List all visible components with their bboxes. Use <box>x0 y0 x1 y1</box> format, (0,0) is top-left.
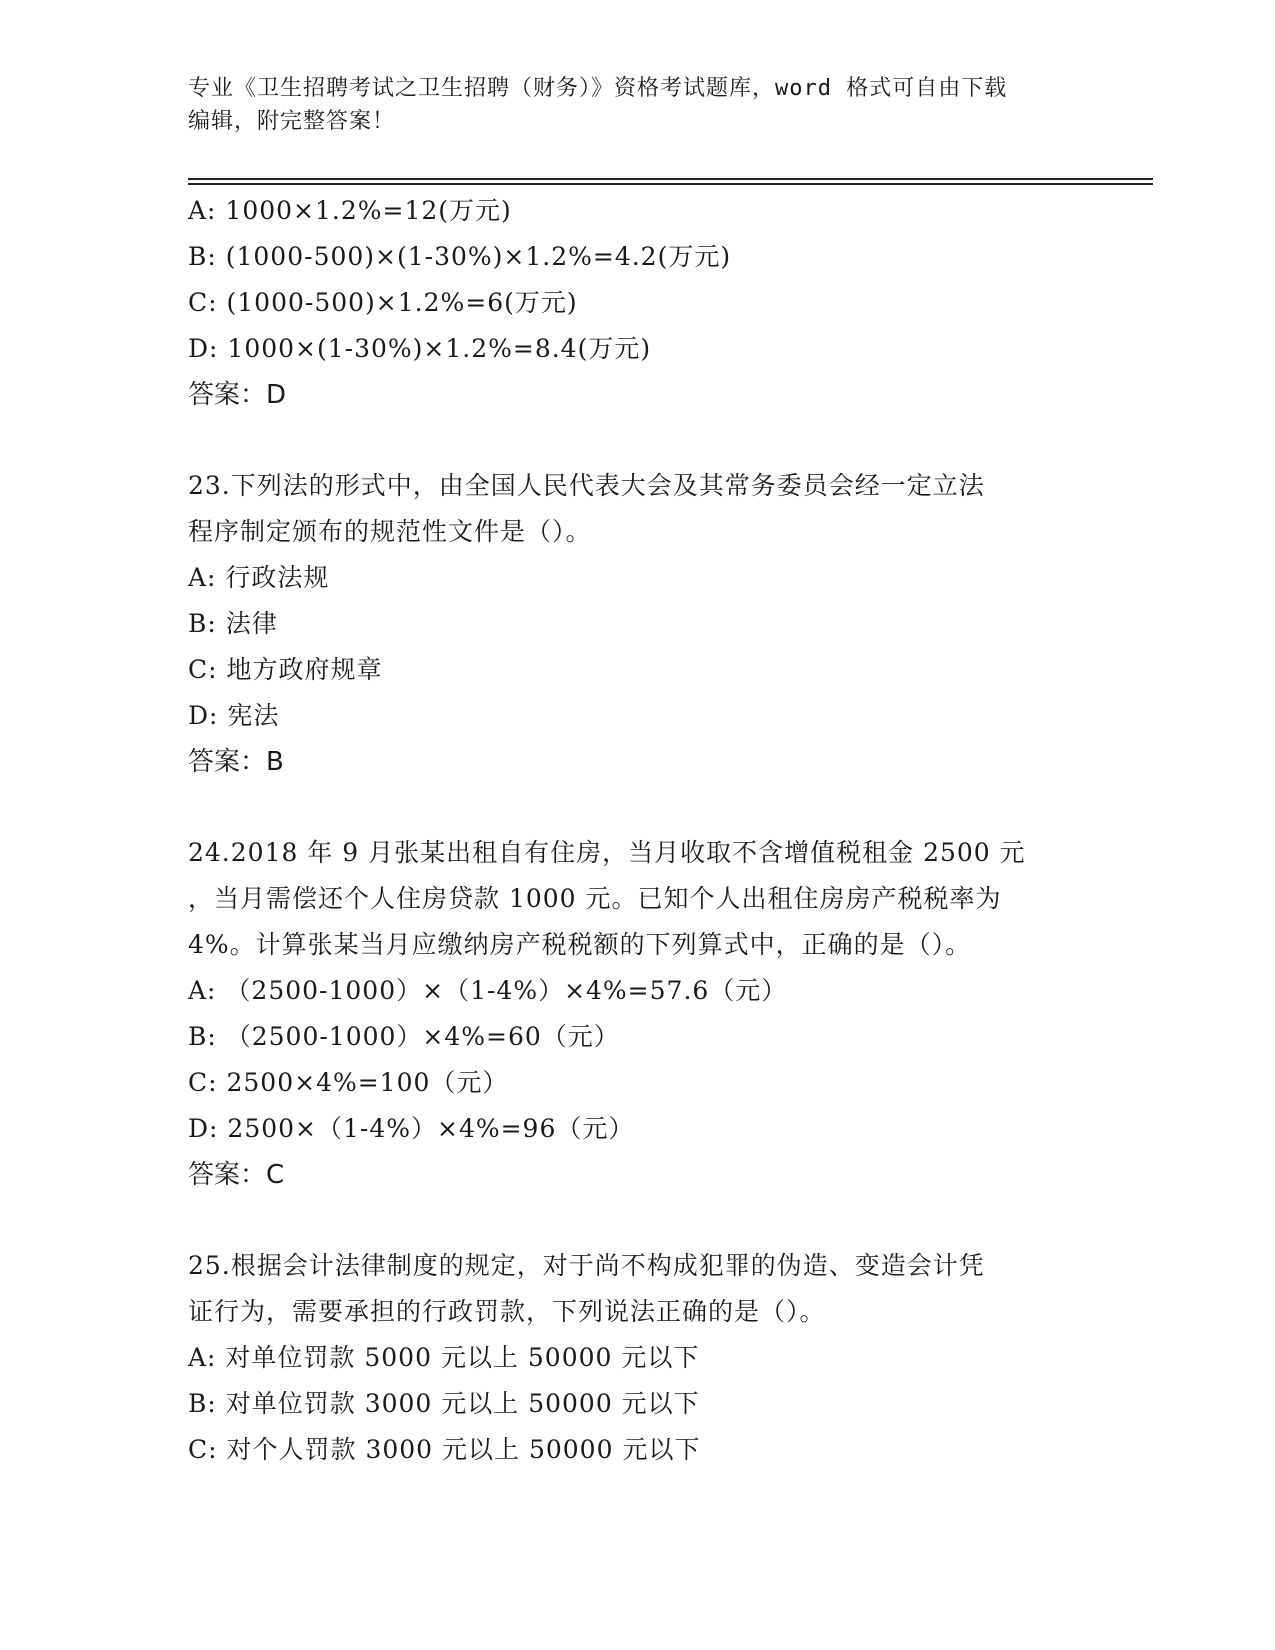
header-divider-bottom <box>188 183 1153 185</box>
question-stem-line: 程序制定颁布的规范性文件是（）。 <box>188 517 592 546</box>
option-c: C: 2500×4%=100（元） <box>188 1068 509 1097</box>
question-22 <box>188 188 1088 418</box>
header-line-1: 专业《卫生招聘考试之卫生招聘（财务）》资格考试题库，word 格式可自由下载 <box>188 76 1008 101</box>
option-c: C: 对个人罚款 3000 元以上 50000 元以下 <box>188 1435 701 1464</box>
option-b: B: (1000-500)×(1-30%)×1.2%=4.2(万元) <box>188 242 732 271</box>
option-a: A: 行政法规 <box>188 563 330 592</box>
spacer <box>188 1198 1088 1243</box>
question-stem-line: 23.下列法的形式中，由全国人民代表大会及其常务委员会经一定立法 <box>188 471 985 500</box>
option-c: C: 地方政府规章 <box>188 655 383 684</box>
question-23 <box>188 463 1088 785</box>
option-a: A: （2500-1000）×（1-4%）×4%=57.6（元） <box>188 976 788 1005</box>
document-header <box>188 72 1088 138</box>
question-25 <box>188 1243 1088 1473</box>
option-c: C: (1000-500)×1.2%=6(万元) <box>188 288 578 317</box>
answer-label: 答案：B <box>188 747 284 777</box>
question-content <box>188 188 1088 1473</box>
question-stem-line: 24.2018 年 9 月张某出租自有住房，当月收取不含增值税租金 2500 元 <box>188 838 1026 867</box>
option-d: D: 宪法 <box>188 701 280 730</box>
header-divider-top <box>188 178 1153 180</box>
option-a: A: 1000×1.2%=12(万元) <box>188 196 512 225</box>
question-stem-line: 25.根据会计法律制度的规定，对于尚不构成犯罪的伪造、变造会计凭 <box>188 1251 985 1280</box>
option-d: D: 1000×(1-30%)×1.2%=8.4(万元) <box>188 334 652 363</box>
option-d: D: 2500×（1-4%）×4%=96（元） <box>188 1114 635 1143</box>
option-b: B: （2500-1000）×4%=60（元） <box>188 1022 620 1051</box>
option-a: A: 对单位罚款 5000 元以上 50000 元以下 <box>188 1343 700 1372</box>
spacer <box>188 785 1088 830</box>
option-b: B: 对单位罚款 3000 元以上 50000 元以下 <box>188 1389 700 1418</box>
option-b: B: 法律 <box>188 609 278 638</box>
question-stem-line: 证行为，需要承担的行政罚款，下列说法正确的是（）。 <box>188 1297 826 1326</box>
answer-label: 答案：C <box>188 1160 285 1190</box>
question-stem-line: ，当月需偿还个人住房贷款 1000 元。已知个人出租住房房产税税率为 <box>188 884 1002 913</box>
question-stem-line: 4%。计算张某当月应缴纳房产税税额的下列算式中，正确的是（）。 <box>188 930 972 959</box>
question-24 <box>188 830 1088 1198</box>
answer-label: 答案：D <box>188 380 287 410</box>
spacer <box>188 418 1088 463</box>
header-line-2: 编辑，附完整答案！ <box>188 109 396 134</box>
